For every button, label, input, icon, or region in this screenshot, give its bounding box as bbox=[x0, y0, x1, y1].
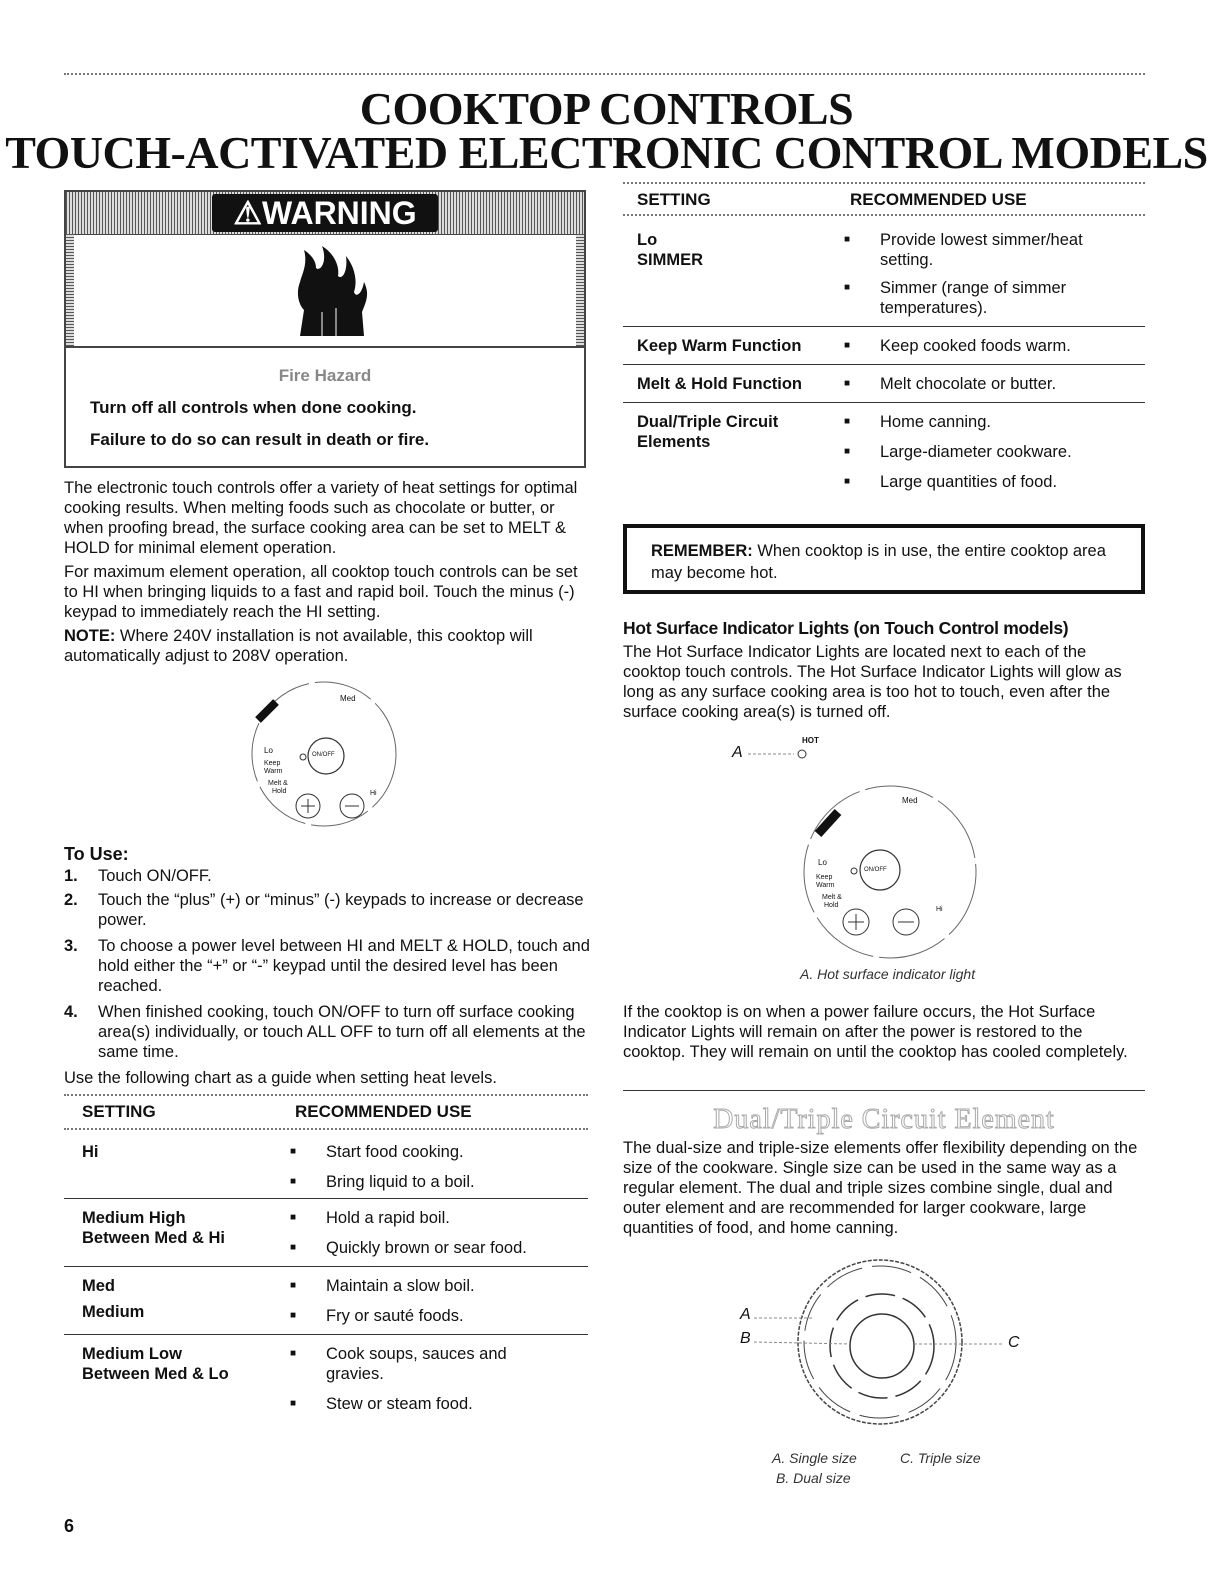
warning-header bbox=[66, 192, 584, 235]
right-row-use: ■ Simmer (range of simmer temperatures). bbox=[880, 278, 1120, 318]
left-table-top-rule bbox=[64, 1094, 588, 1096]
left-row-use: ■ Bring liquid to a boil. bbox=[326, 1172, 475, 1192]
warning-divider bbox=[66, 346, 584, 348]
right-table-col-use: RECOMMENDED USE bbox=[850, 190, 1027, 209]
warning-side-right bbox=[576, 234, 584, 346]
callout-a-label: A bbox=[732, 744, 743, 761]
left-row-use: ■ Fry or sauté foods. bbox=[326, 1306, 464, 1326]
right-row-setting-lo: Lo SIMMER bbox=[637, 231, 703, 269]
fire-icon bbox=[292, 242, 372, 338]
right-row-use: ■ Melt chocolate or butter. bbox=[880, 374, 1056, 394]
hot-surface-illustration bbox=[730, 730, 990, 960]
dual-label-a: A bbox=[740, 1306, 751, 1323]
page-title-line1: COOKTOP CONTROLS bbox=[359, 83, 854, 134]
right-row-setting-melt-hold: Melt & Hold Function bbox=[637, 375, 802, 393]
left-row-use: ■ Hold a rapid boil. bbox=[326, 1208, 450, 1228]
left-row-setting-hi: Hi bbox=[82, 1143, 99, 1161]
left-row-use: ■ Quickly brown or sear food. bbox=[326, 1238, 527, 1258]
hot-surface-heading: Hot Surface Indicator Lights (on Touch Control models) bbox=[623, 618, 1069, 638]
left-row-use: ■ Maintain a slow boil. bbox=[326, 1276, 475, 1296]
hot-dial-label-hold: Hold bbox=[824, 902, 839, 909]
page-title-line2: TOUCH-ACTIVATED ELECTRONIC CONTROL MODELS bbox=[5, 127, 1208, 178]
dial-label-lo: Lo bbox=[264, 746, 273, 755]
remember-box bbox=[623, 524, 1145, 594]
left-row-divider bbox=[64, 1198, 588, 1199]
hot-dial-label-med: Med bbox=[902, 796, 918, 805]
right-row-divider bbox=[623, 364, 1145, 365]
intro-paragraph-1: The electronic touch controls offer a variety of heat settings for optimal cooking results. When melting foods such as chocolate or butter, or when proofing bread, the surface cooking area can be set to MELT & HOLD for minimal element operation. bbox=[64, 479, 578, 557]
hot-dial-label-keep: Keep bbox=[816, 874, 833, 881]
dial-label-keep: Keep bbox=[264, 760, 281, 767]
to-use-heading: To Use: bbox=[64, 844, 129, 864]
right-table-col-setting: SETTING bbox=[637, 190, 711, 209]
dual-element-illustration bbox=[740, 1258, 1030, 1438]
dual-paragraph: The dual-size and triple-size elements offer flexibility depending on the size of the cookware. Single size can be used in the same way as a regular element. The dual and triple sizes combine single, dual and outer element and are recommended for larger cookware, large quantities of food, and home canning. bbox=[623, 1139, 1138, 1237]
note-label: NOTE: bbox=[64, 627, 116, 645]
left-row-setting-medium-high: Medium High Between Med & Hi bbox=[82, 1209, 226, 1247]
note-text: Where 240V installation is not available, this cooktop will automatically adjust to 208V operation. bbox=[64, 627, 533, 665]
remember-label: REMEMBER: bbox=[651, 542, 753, 560]
control-dial-illustration bbox=[240, 672, 410, 832]
right-row-use: ■ Provide lowest simmer/heat setting. bbox=[880, 230, 1120, 270]
dual-label-c: C bbox=[1008, 1334, 1020, 1351]
page-number: 6 bbox=[64, 1516, 75, 1536]
hot-dial-label-warm: Warm bbox=[816, 882, 835, 889]
dual-element-svg bbox=[740, 1258, 1030, 1438]
left-row-setting-medium: Medium bbox=[82, 1303, 145, 1321]
top-rule bbox=[64, 73, 1145, 75]
hot-dial-label-melt: Melt & bbox=[822, 894, 842, 901]
hot-dial-label-hi: Hi bbox=[936, 906, 943, 913]
dial-label-warm: Warm bbox=[264, 768, 283, 775]
warning-box bbox=[64, 190, 586, 468]
hot-surface-paragraph-2: If the cooktop is on when a power failure occurs, the Hot Surface Indicator Lights will remain on after the power is restored to the cooktop. They will remain on until the cooktop has cooled completely. bbox=[623, 1003, 1128, 1061]
right-table-header-rule bbox=[623, 214, 1145, 216]
left-row-divider bbox=[64, 1334, 588, 1335]
dial-onoff-button: ON/OFF bbox=[312, 752, 335, 758]
hot-dial-onoff: ON/OFF bbox=[864, 867, 887, 873]
dual-heading: Dual/Triple Circuit Element bbox=[713, 1104, 1055, 1135]
left-table-col-setting: SETTING bbox=[82, 1102, 156, 1121]
chart-intro: Use the following chart as a guide when setting heat levels. bbox=[64, 1069, 497, 1087]
hot-indicator-light-icon bbox=[798, 750, 806, 758]
right-row-use: ■ Home canning. bbox=[880, 412, 991, 432]
right-row-setting-keep-warm: Keep Warm Function bbox=[637, 337, 802, 355]
left-row-setting-med: Med bbox=[82, 1277, 115, 1295]
hot-dial-svg bbox=[730, 730, 990, 960]
hazard-title: Fire Hazard bbox=[278, 366, 372, 385]
dual-caption-b: B. Dual size bbox=[776, 1470, 851, 1486]
right-row-use: ■ Large quantities of food. bbox=[880, 472, 1057, 492]
hot-surface-caption: A. Hot surface indicator light bbox=[800, 966, 976, 982]
left-row-divider bbox=[64, 1266, 588, 1267]
warning-line-1: Turn off all controls when done cooking. bbox=[90, 398, 417, 417]
left-table-header-rule bbox=[64, 1128, 588, 1130]
right-row-divider bbox=[623, 402, 1145, 403]
warning-label: ⚠WARNING bbox=[212, 194, 438, 232]
left-row-setting-medium-low: Medium Low Between Med & Lo bbox=[82, 1345, 229, 1383]
hot-dial-label-lo: Lo bbox=[818, 858, 827, 867]
right-row-use: ■ Large-diameter cookware. bbox=[880, 442, 1072, 462]
intro-paragraph-2: For maximum element operation, all cooktop touch controls can be set to HI when bringing liquids to a fast and rapid boil. Touch the minus (-) keypad to immediately reach the HI setting. bbox=[64, 563, 578, 621]
remember-text: When cooktop is in use, the entire cooktop area may become hot. bbox=[651, 542, 1106, 582]
hot-label: HOT bbox=[802, 736, 819, 745]
dial-label-hi: Hi bbox=[370, 790, 377, 797]
dial-label-hold: Hold bbox=[272, 788, 287, 795]
dual-label-b: B bbox=[740, 1330, 751, 1347]
hot-surface-paragraph-1: The Hot Surface Indicator Lights are located next to each of the cooktop touch controls. The Hot Surface Indicator Lights will glow as long as any surface cooking area is too hot to touch, even after the surface cooking area(s) is turned off. bbox=[623, 643, 1122, 721]
warning-side-left bbox=[66, 234, 74, 346]
dual-caption-a: A. Single size bbox=[772, 1450, 857, 1466]
dual-caption-c: C. Triple size bbox=[900, 1450, 981, 1466]
warning-triangle-icon: ⚠ bbox=[233, 195, 263, 231]
left-table-col-use: RECOMMENDED USE bbox=[295, 1102, 472, 1121]
right-table-top-rule bbox=[623, 182, 1145, 184]
left-row-use: ■ Start food cooking. bbox=[326, 1142, 464, 1162]
dual-section-rule bbox=[623, 1090, 1145, 1091]
right-row-use: ■ Keep cooked foods warm. bbox=[880, 336, 1071, 356]
right-row-setting-dual-triple: Dual/Triple Circuit Elements bbox=[637, 413, 779, 451]
left-row-use: ■ Cook soups, sauces and gravies. bbox=[326, 1344, 546, 1384]
warning-line-2: Failure to do so can result in death or fire. bbox=[90, 430, 430, 449]
left-row-use: ■ Stew or steam food. bbox=[326, 1394, 473, 1414]
dial-label-melt: Melt & bbox=[268, 780, 288, 787]
dial-label-med: Med bbox=[340, 694, 356, 703]
right-row-divider bbox=[623, 326, 1145, 327]
note-paragraph bbox=[64, 626, 588, 666]
